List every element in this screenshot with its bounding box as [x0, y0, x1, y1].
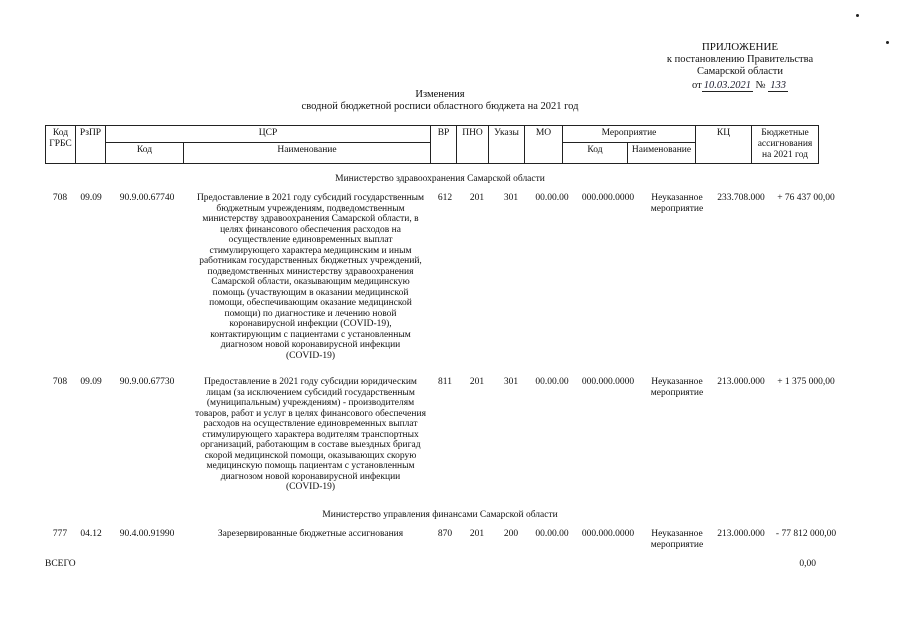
row-csr-name [183, 529, 438, 540]
row-rzpr: 04.12 [80, 529, 102, 539]
row-mer-name [642, 193, 712, 214]
header-ukazy: Указы [489, 126, 525, 164]
document-title-line-2: сводной бюджетной росписи областного бюджета на 2021 год [301, 101, 579, 112]
row-csr-code: 90.4.00.91990 [119, 529, 175, 539]
header-kod-grbs: Код ГРБС [46, 126, 76, 164]
header-budget: Бюджетные ассигнования на 2021 год [752, 126, 819, 164]
name-line: (COVID-19) [285, 350, 336, 361]
scan-speck [856, 14, 859, 17]
appendix-date-line [640, 80, 840, 93]
name-line: (муниципальным) учреждениям) - производителям [206, 398, 415, 408]
name-line: Зарезервированные бюджетные ассигнования [217, 529, 404, 539]
document-title [250, 89, 630, 113]
name-line: помощь (участвующим в оказании медицинской [212, 287, 409, 298]
row-kc: 233.708.000 [717, 193, 765, 203]
name-line: Предоставление в 2021 году субсидий государственным [196, 193, 425, 203]
handwritten-date: 10.03.2021 [703, 79, 751, 91]
row-rzpr: 09.09 [80, 377, 102, 387]
row-ukazy: 301 [503, 193, 519, 203]
name-line: расходов на осуществление единовременных выплат [203, 419, 418, 429]
row-amount: - 77 812 000,00 [775, 529, 837, 539]
row-mo: 00.00.00 [535, 377, 569, 387]
row-ukazy: 200 [503, 529, 519, 539]
name-line: целях финансового обеспечения расходов на [220, 224, 401, 235]
row-csr-code: 90.9.00.67730 [119, 377, 175, 387]
appendix-title: ПРИЛОЖЕНИЕ [701, 41, 779, 53]
row-csr-name [183, 193, 438, 361]
name-line: лицам (за исключением субсидий государственным [206, 387, 415, 398]
name-line: контактирующим с пациентами с установленным [210, 329, 411, 340]
name-line: работникам государственных бюджетных учреждений, [199, 256, 422, 266]
header-meropriyatie: Мероприятие [563, 126, 696, 143]
name-line: медицинскую помощь пациентам с установленным [206, 461, 415, 471]
row-rzpr: 09.09 [80, 193, 102, 203]
name-line: Самарской области, оказывающим медицинскую [211, 277, 410, 287]
row-mo: 00.00.00 [535, 193, 569, 203]
handwritten-number: 133 [770, 79, 786, 91]
row-kc: 213.000.000 [717, 529, 765, 539]
appendix-block [640, 41, 840, 92]
row-grbs: 708 [52, 193, 68, 203]
row-ukazy: 301 [503, 377, 519, 387]
header-kc: КЦ [696, 126, 752, 164]
row-mer-name [642, 377, 712, 398]
header-vr: ВР [431, 126, 457, 164]
row-mo: 00.00.00 [535, 529, 569, 539]
name-line: бюджетным учреждениям, подведомственным [216, 203, 405, 214]
document-title-line-1: Изменения [415, 89, 465, 100]
table-header [45, 125, 819, 164]
appendix-line-1: к постановлению Правительства [666, 53, 814, 65]
total-value: 0,00 [799, 559, 816, 569]
header-mo: МО [525, 126, 563, 164]
row-amount: + 76 437 00,00 [777, 193, 835, 203]
name-line: (COVID-19) [285, 482, 336, 492]
header-rzpr: РзПР [76, 126, 106, 164]
row-amount: + 1 375 000,00 [777, 377, 835, 387]
row-pno: 201 [469, 529, 485, 539]
row-mer-code: 000.000.0000 [581, 193, 635, 203]
name-line: помощи, обеспечивающим оказание медицинской [209, 298, 412, 308]
row-vr: 811 [438, 377, 452, 387]
header-mer-kod: Код [563, 143, 628, 164]
name-line: мероприятие [650, 539, 704, 550]
number-prefix: № [755, 79, 766, 91]
header-pno: ПНО [457, 126, 489, 164]
name-line: товаров, работ и услуг в целях финансового обеспечения [195, 408, 426, 419]
name-line: помощи) по диагностике и лечению новой [224, 308, 397, 319]
name-line: организаций, работающим в составе выездных бригад [200, 440, 421, 450]
row-pno: 201 [469, 377, 485, 387]
name-line: стимулирующего характера медицинским и иным [209, 245, 412, 256]
name-line: мероприятие [650, 387, 704, 398]
header-csr-name: Наименование [184, 143, 431, 164]
name-line: мероприятие [650, 203, 704, 214]
row-kc: 213.000.000 [717, 377, 765, 387]
name-line: Предоставление в 2021 году субсидии юридическим [204, 377, 417, 387]
row-grbs: 708 [52, 377, 68, 387]
name-line: Неуказанное [651, 529, 703, 539]
name-line: стимулирующего характера водителям транспортных [202, 429, 419, 440]
name-line: Неуказанное [651, 377, 703, 387]
row-grbs: 777 [52, 529, 68, 539]
name-line: скорой медицинской помощи, оказывающих скорую [204, 450, 417, 461]
section-title-finance: Министерство управления финансами Самарской области [322, 510, 558, 520]
name-line: коронавирусной инфекции (COVID-19), [229, 319, 392, 329]
date-prefix: от [692, 79, 702, 91]
row-mer-code: 000.000.0000 [581, 377, 635, 387]
section-title-health: Министерство здравоохранения Самарской области [335, 174, 545, 184]
row-vr: 612 [437, 193, 453, 203]
name-line: диагнозом новой коронавирусной инфекции [220, 471, 401, 482]
name-line: министерству здравоохранения Самарской области, в [202, 214, 419, 224]
header-csr-kod: Код [106, 143, 184, 164]
row-mer-name [642, 529, 712, 550]
name-line: Неуказанное [651, 193, 703, 203]
header-csr: ЦСР [106, 126, 431, 143]
name-line: подведомственных министерству здравоохранения [207, 266, 414, 277]
header-mer-name: Наименование [628, 143, 696, 164]
total-label: ВСЕГО [45, 559, 76, 569]
row-vr: 870 [437, 529, 453, 539]
name-line: диагнозом новой коронавирусной инфекции [220, 340, 401, 350]
row-csr-name [183, 377, 438, 493]
appendix-line-2: Самарской области [697, 66, 783, 77]
row-csr-code: 90.9.00.67740 [119, 193, 175, 203]
name-line: осуществление единовременных выплат [228, 235, 393, 245]
row-pno: 201 [469, 193, 485, 203]
row-mer-code: 000.000.0000 [581, 529, 635, 539]
scan-speck [886, 41, 889, 44]
